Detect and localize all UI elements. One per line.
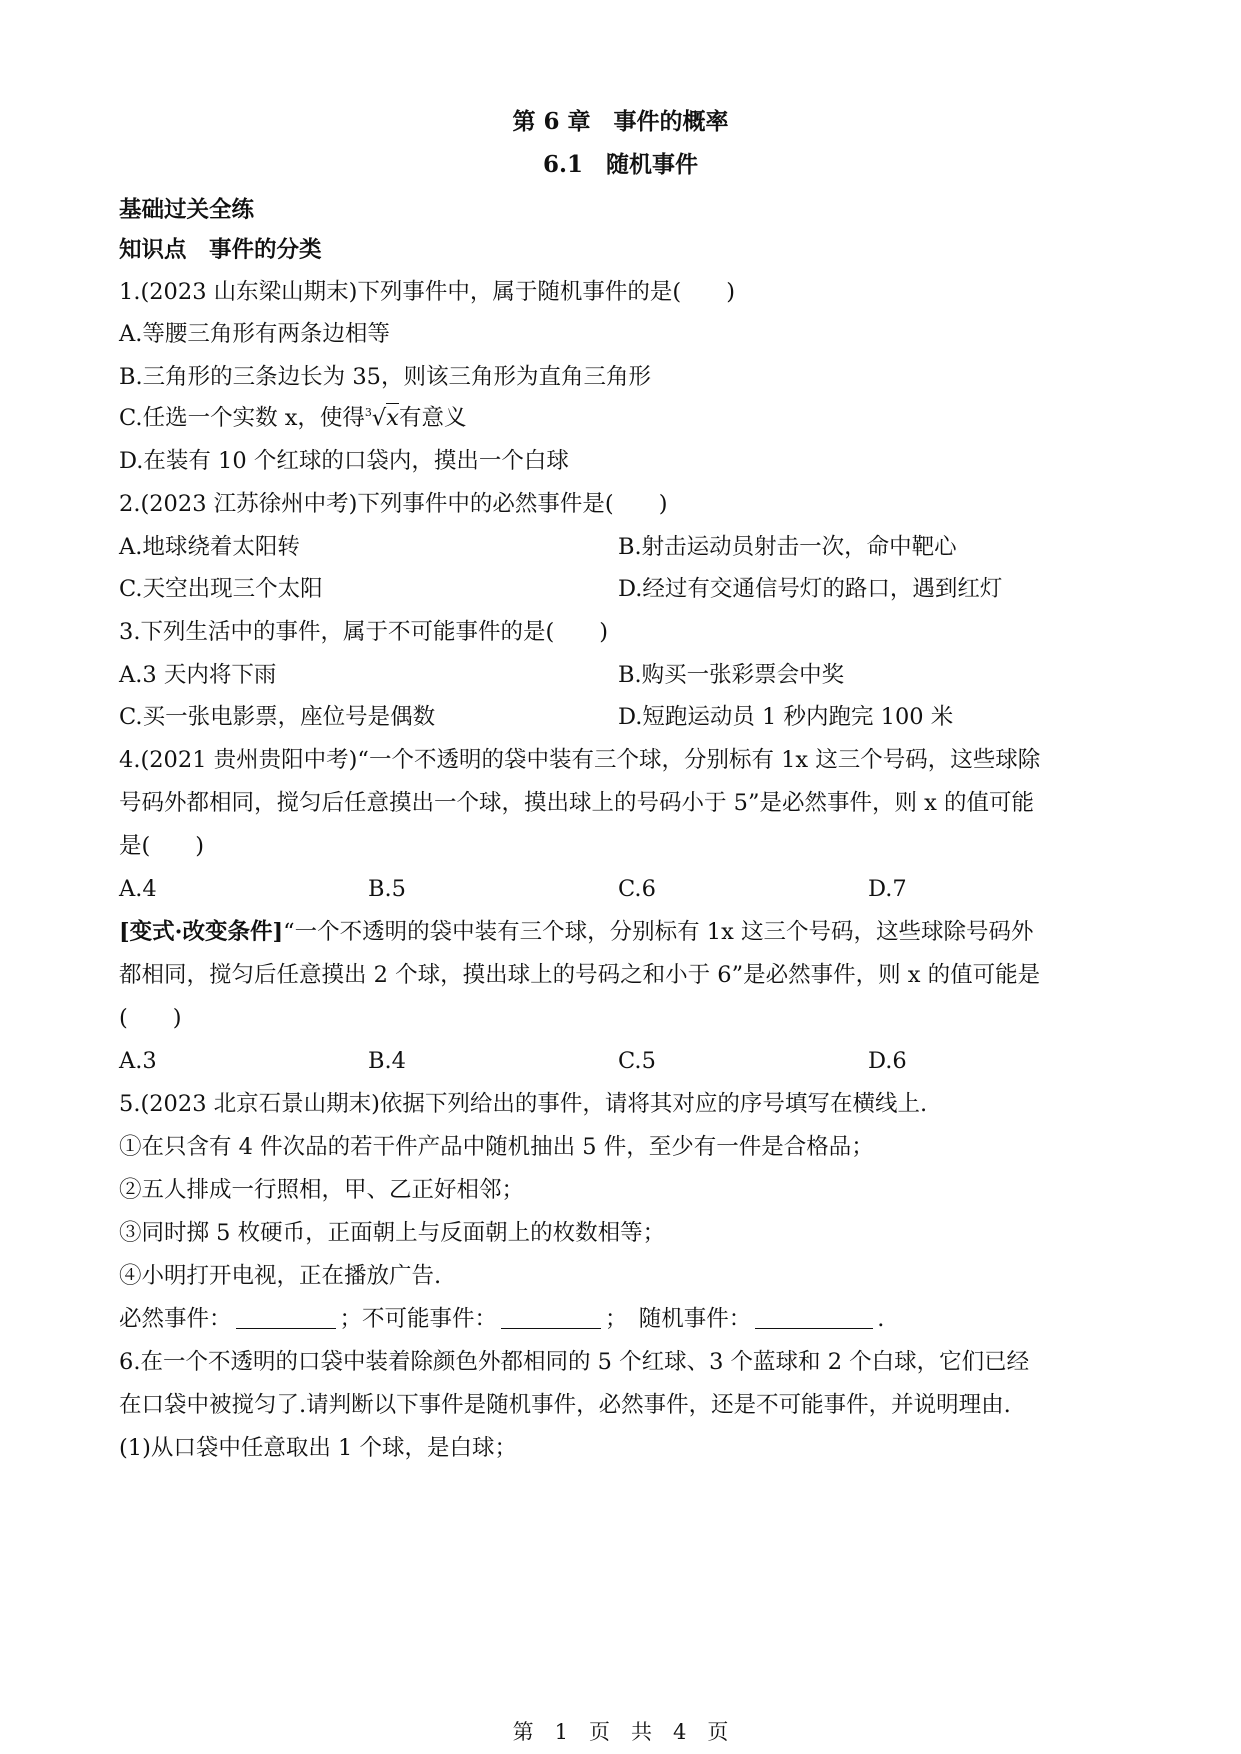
q5-end-mark: . [877, 1306, 885, 1332]
q3-option-a: A.3 天内将下雨 [119, 662, 277, 688]
q5-item-3: ③同时掷 5 枚硬币，正面朝上与反面朝上的枚数相等； [119, 1220, 666, 1246]
q4-option-a: A.4 [119, 876, 157, 902]
variant-option-c: C.5 [618, 1048, 656, 1074]
root-index: 3 [364, 406, 372, 419]
q6-line-1: 6.在一个不透明的口袋中装着除颜色外都相同的 5 个红球、3 个蓝球和 2 个白球，它们已经 [119, 1349, 1030, 1375]
q3-stem: 3.下列生活中的事件，属于不可能事件的是( ) [119, 619, 609, 645]
variant-tag: [变式·改变条件] [119, 919, 284, 945]
q3-option-d: D.短跑运动员 1 秒内跑完 100 米 [618, 704, 954, 730]
q3-option-c: C.买一张电影票，座位号是偶数 [119, 704, 436, 730]
practice-heading: 基础过关全练 [119, 197, 255, 223]
q4-option-c: C.6 [618, 876, 656, 902]
variant-line-1-text: “一个不透明的袋中装有三个球，分别标有 1x 这三个号码，这些球除号码外 [283, 919, 1034, 945]
variant-option-d: D.6 [868, 1048, 907, 1074]
q6-line-2: 在口袋中被搅匀了.请判断以下事件是随机事件，必然事件，还是不可能事件，并说明理由. [119, 1392, 1011, 1418]
certain-event-blank[interactable] [236, 1308, 336, 1329]
q1-option-c-prefix: C.任选一个实数 x，使得 [119, 405, 365, 431]
q2-option-c: C.天空出现三个太阳 [119, 576, 323, 602]
q2-stem: 2.(2023 江苏徐州中考)下列事件中的必然事件是( ) [119, 491, 668, 517]
q5-item-2: ②五人排成一行照相，甲、乙正好相邻； [119, 1177, 525, 1203]
radicand: x [386, 405, 399, 431]
q2-option-a: A.地球绕着太阳转 [119, 534, 300, 560]
q4-option-d: D.7 [868, 876, 907, 902]
knowledge-heading: 知识点 事件的分类 [119, 237, 322, 263]
q4-line-3: 是( ) [119, 833, 205, 859]
impossible-event-blank[interactable] [501, 1308, 601, 1329]
q4-line-1: 4.(2021 贵州贵阳中考)“一个不透明的袋中装有三个球，分别标有 1x 这三个号码，这些球除 [119, 747, 1041, 773]
q1-option-b: B.三角形的三条边长为 35，则该三角形为直角三角形 [119, 364, 651, 390]
q2-option-b: B.射击运动员射击一次，命中靶心 [618, 534, 957, 560]
q3-option-b: B.购买一张彩票会中奖 [618, 662, 845, 688]
q4-line-2: 号码外都相同，搅匀后任意摸出一个球，摸出球上的号码小于 5”是必然事件，则 x 的值可能 [119, 790, 1034, 816]
impossible-event-label: ；不可能事件： [339, 1306, 498, 1332]
q5-answer-line [119, 1304, 884, 1334]
q1-option-d: D.在装有 10 个红球的口袋内，摸出一个白球 [119, 448, 569, 474]
q1-option-c-suffix: 有意义 [398, 405, 467, 431]
variant-line-1 [119, 917, 1033, 947]
page-footer: 第 1 页 共 4 页 [512, 1720, 729, 1744]
q1-option-c [119, 403, 466, 437]
cube-root-expression: $^3$√x [364, 405, 399, 431]
q6-part-1: (1)从口袋中任意取出 1 个球，是白球； [119, 1435, 517, 1461]
variant-line-2: 都相同，搅匀后任意摸出 2 个球，摸出球上的号码之和小于 6”是必然事件，则 x 的值可能是 [119, 962, 1041, 988]
q1-option-a: A.等腰三角形有两条边相等 [119, 321, 390, 347]
q5-stem: 5.(2023 北京石景山期末)依据下列给出的事件，请将其对应的序号填写在横线上. [119, 1091, 928, 1117]
section-title: 6.1 随机事件 [542, 151, 698, 178]
q2-option-d: D.经过有交通信号灯的路口，遇到红灯 [618, 576, 1003, 602]
q4-option-b: B.5 [368, 876, 407, 902]
chapter-title: 第 6 章 事件的概率 [512, 108, 729, 135]
q1-stem: 1.(2023 山东梁山期末)下列事件中，属于随机事件的是( ) [119, 279, 735, 305]
variant-line-3: ( ) [119, 1005, 182, 1031]
certain-event-label: 必然事件： [119, 1306, 232, 1332]
random-event-label: ； 随机事件： [605, 1306, 752, 1332]
variant-option-a: A.3 [119, 1048, 157, 1074]
q5-item-1: ①在只含有 4 件次品的若干件产品中随机抽出 5 件，至少有一件是合格品； [119, 1134, 874, 1160]
variant-option-b: B.4 [368, 1048, 407, 1074]
q5-item-4: ④小明打开电视，正在播放广告. [119, 1263, 442, 1289]
random-event-blank[interactable] [755, 1308, 873, 1329]
